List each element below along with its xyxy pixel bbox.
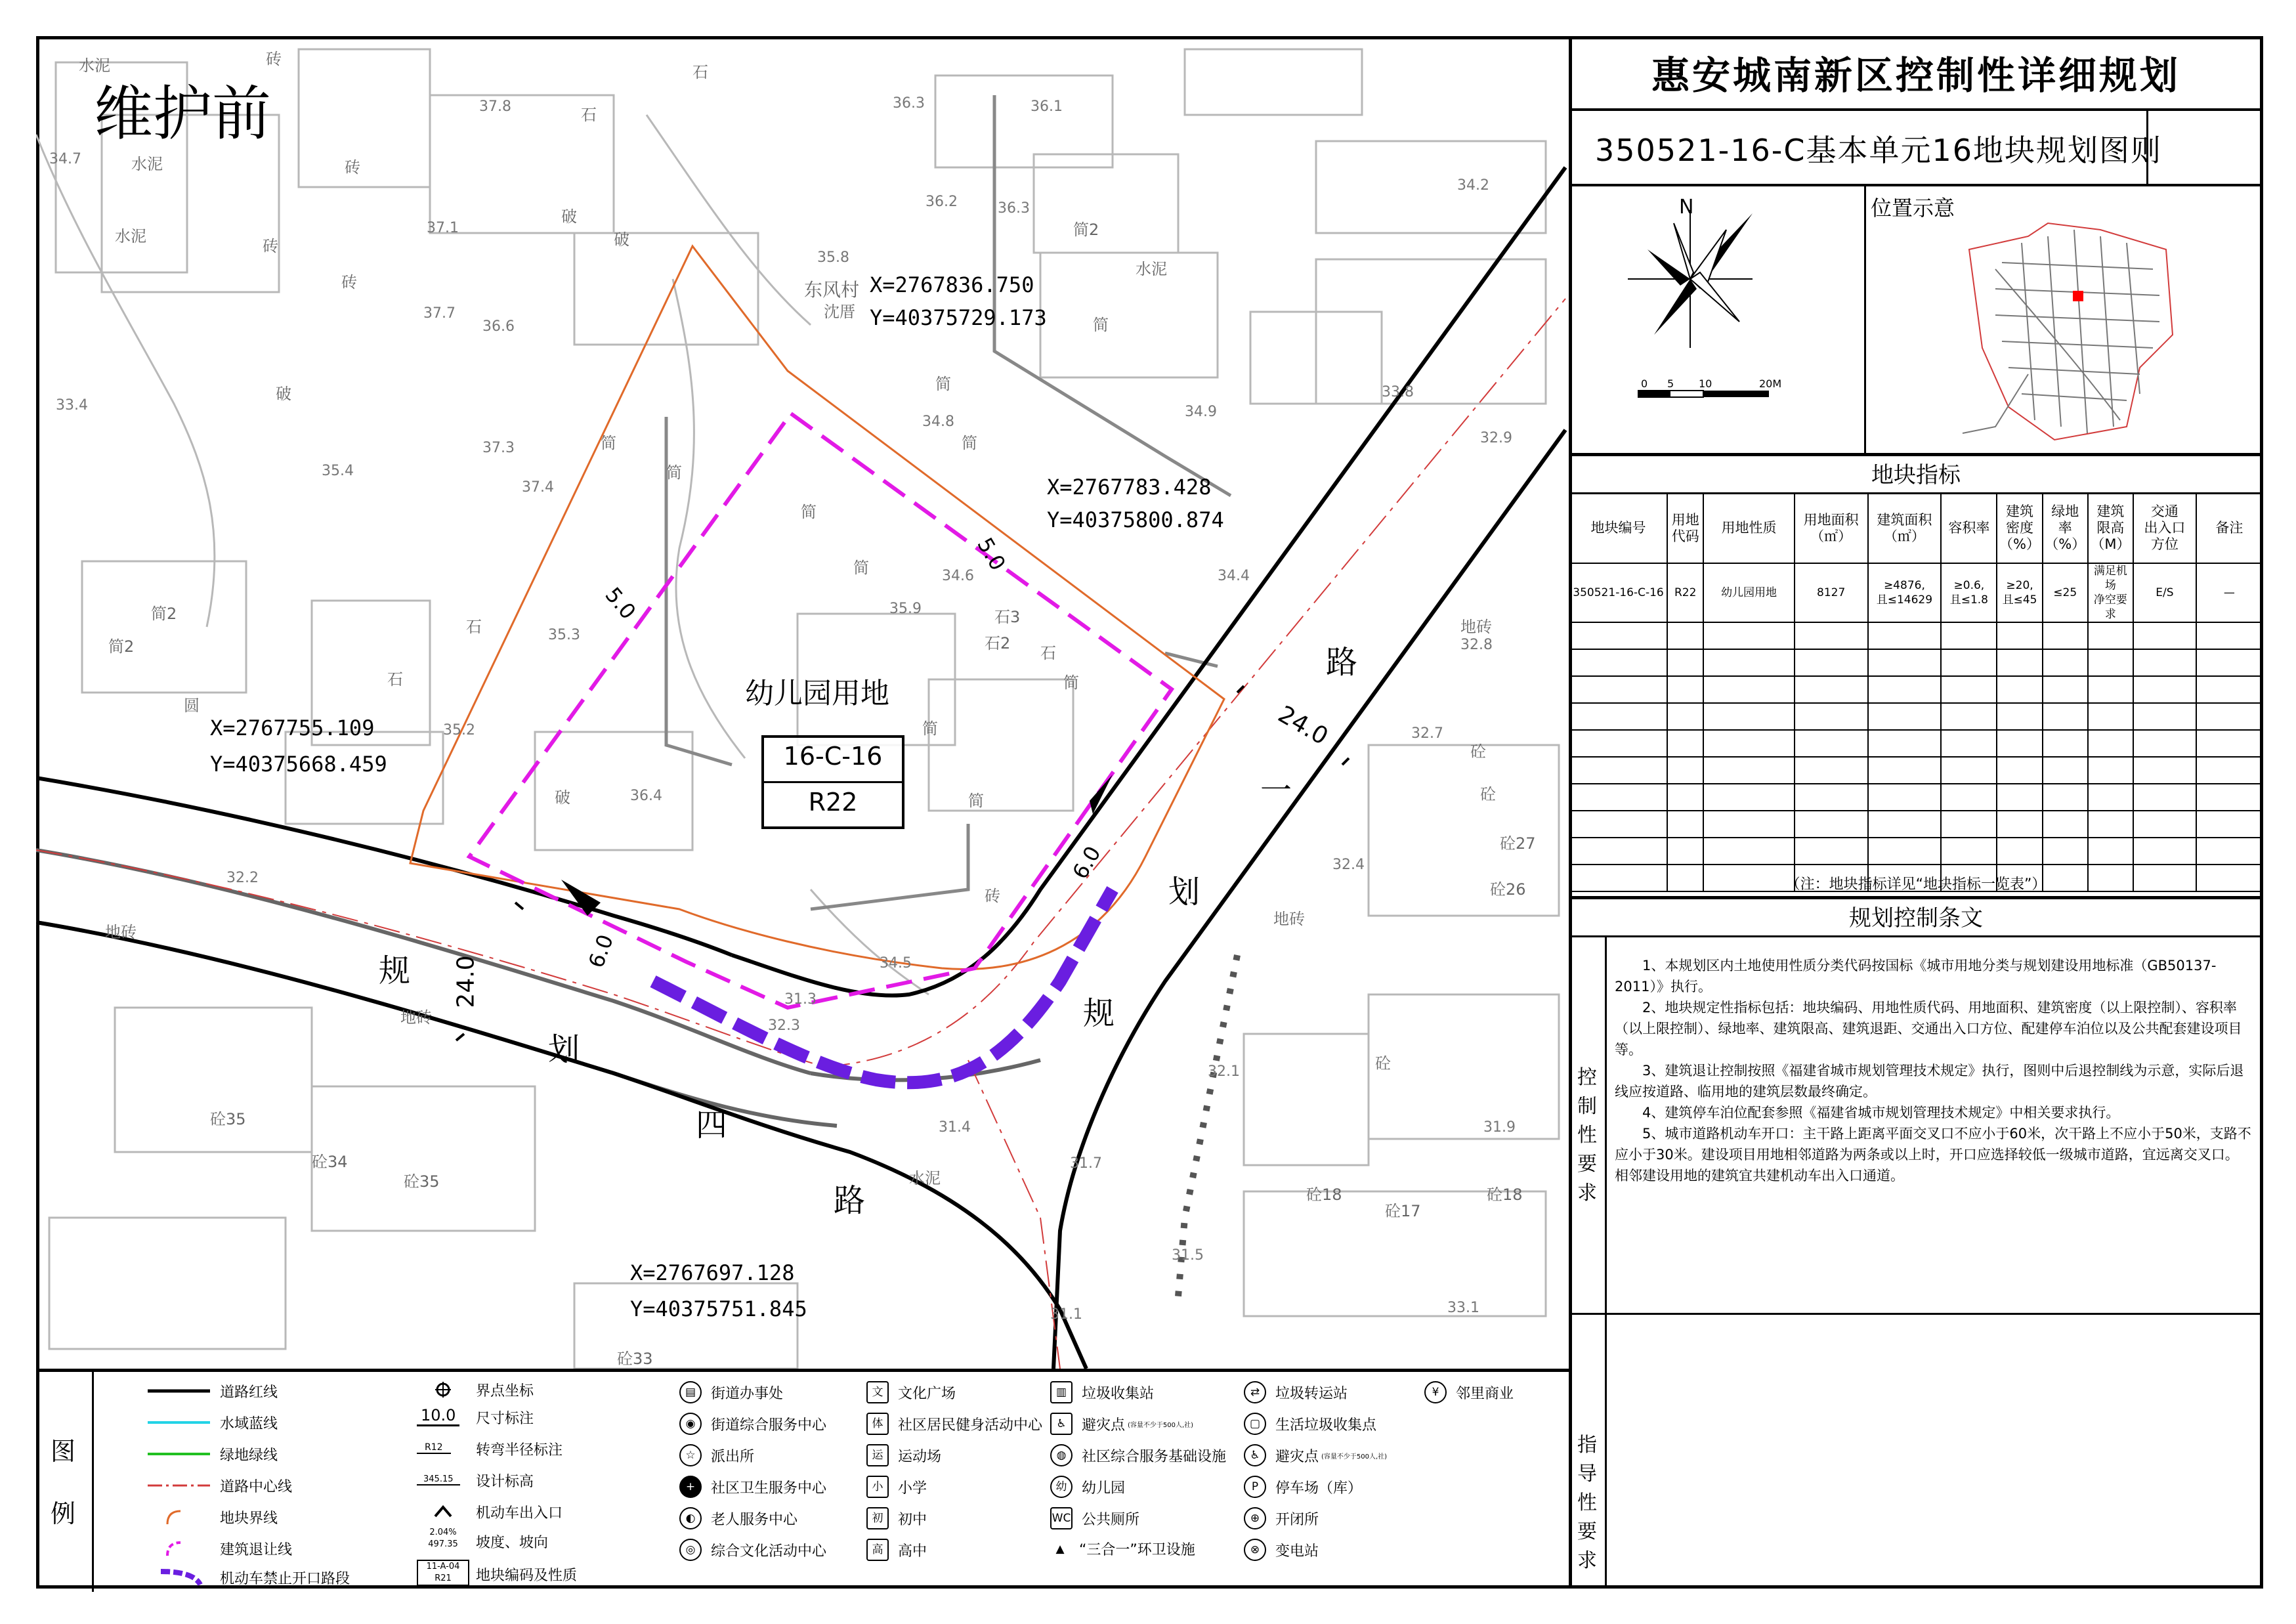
road-redline-icon: [148, 1380, 213, 1402]
slope-sample: 2.04% 497.35: [428, 1528, 458, 1549]
elev-12: 32.8: [1460, 637, 1493, 653]
map-label-cement-4: 水泥: [1136, 260, 1167, 278]
map-label-simple-5: 简: [968, 792, 984, 810]
legend-sports-field: 运 运动场: [866, 1444, 941, 1466]
boundary-point-icon: [417, 1378, 469, 1401]
map-area: [36, 36, 1569, 1369]
map-label-simple-2: 简: [853, 559, 869, 577]
legend-parcel-code: 11-A-04 R21 地块编码及性质: [417, 1560, 577, 1589]
header-height-limit: 建筑 限高 （M）: [2088, 493, 2133, 563]
map-label-brick-1: 砖: [266, 50, 282, 68]
map-label-c35-2: 砼35: [404, 1172, 440, 1191]
header-parcel-no: 地块编号: [1569, 493, 1667, 563]
map-label-simple-7: 简: [935, 375, 951, 393]
elev-30: 36.6: [482, 318, 515, 335]
elev-19: 31.5: [1172, 1247, 1204, 1264]
location-divider: [1864, 184, 1866, 453]
indicators-note: （注：地块指标详见“地块指标一览表”）: [1785, 876, 2047, 893]
elev-3: 36.1: [1031, 98, 1063, 115]
legend-elderly: ◐ 老人服务中心: [679, 1507, 797, 1529]
garbage-station-icon: ▥: [1050, 1381, 1073, 1403]
police-icon: ☆: [679, 1444, 702, 1466]
map-label-c18-2: 砼18: [1487, 1186, 1523, 1204]
elev-31: 37.1: [427, 220, 459, 236]
table-row: [1569, 676, 2263, 703]
map-label-stone3: 石3: [994, 608, 1021, 626]
map-label-c35-1: 砼35: [210, 1110, 246, 1128]
indicators-panel: [1569, 453, 2263, 899]
map-label-stone-1: 石: [692, 63, 708, 81]
legend-middle-school: 初 初中: [866, 1507, 927, 1529]
scale-bar-icon: [1638, 387, 1782, 407]
elev-21: 31.3: [784, 991, 817, 1008]
middle-school-icon: 初: [866, 1507, 889, 1529]
elev-32: 37.3: [482, 440, 515, 456]
elev-17: 31.9: [1483, 1119, 1516, 1136]
mandatory-label: 控制性要求: [1577, 1066, 1597, 1205]
primary-school-icon: 小: [866, 1476, 889, 1498]
elev-13: 32.7: [1411, 725, 1443, 742]
legend-public-toilet: WC 公共厕所: [1050, 1507, 1139, 1529]
village-label: 东风村: [804, 279, 860, 301]
legend-culture-center: ◎ 综合文化活动中心: [679, 1539, 826, 1561]
fitness-icon: 体: [866, 1413, 889, 1435]
map-label-simple2-2: 简2: [108, 637, 135, 656]
indicators-data-row: [1569, 563, 2263, 622]
road-one-char-2: 一: [1260, 772, 1292, 809]
switch-station-icon: ⊕: [1244, 1507, 1266, 1529]
legend-elevation: 345.15 设计标高: [417, 1469, 534, 1491]
elev-36: 34.4: [1218, 568, 1250, 584]
elev-34: 37.7: [423, 305, 456, 322]
legend-street-service: ◉ 街道综合服务中心: [679, 1413, 826, 1435]
map-label-simple-4: 简: [922, 719, 938, 738]
road-width-south: 24.0: [452, 955, 480, 1008]
drawing-subtitle: 350521-16-C基本单元16地块规划图则: [1595, 133, 2162, 168]
legend-kindergarten: 幼 幼儿园: [1050, 1476, 1125, 1498]
cell-height-limit: 满足机场 净空要求: [2088, 563, 2133, 622]
map-label-round: 圆: [184, 696, 200, 715]
map-label-stone2: 石2: [985, 634, 1011, 652]
header-density: 建筑 密度 （%）: [1997, 493, 2042, 563]
control-item-2: 2、地块规定性指标包括：地块编码、用地性质代码、用地面积、建筑密度（以上限控制）、容积率（以上限控制）、绿地率、建筑限高、建筑退距、交通出入口方位、配建停车泊位以及公共配套建设项目等。: [1615, 1000, 2242, 1058]
elev-22: 31.1: [1050, 1306, 1082, 1323]
elev-4: 36.2: [925, 194, 958, 210]
controls-text: [1615, 955, 2251, 1186]
road-four-char-3: 四: [696, 1107, 728, 1143]
setback-sw: 6.0: [583, 931, 619, 972]
neighborhood-commerce-icon: ¥: [1424, 1381, 1447, 1403]
legend-switch-station: ⊕ 开闭所: [1244, 1507, 1319, 1529]
parcel-line-icon: [148, 1506, 213, 1528]
header-floor-area: 建筑面积 （㎡）: [1868, 493, 1942, 563]
elev-14: 32.4: [1332, 857, 1365, 873]
map-label-floorbrick-1: 地砖: [105, 923, 137, 941]
parcel-boundary: [410, 246, 1224, 969]
legend-sanitation: ▲ “三合一”环卫设施: [1050, 1539, 1195, 1559]
header-land-area: 用地面积 （㎡）: [1795, 493, 1868, 563]
cell-land-area: 8127: [1795, 563, 1868, 622]
legend-green-line: 绿地绿线: [148, 1443, 278, 1465]
controls-divider: [1569, 1313, 2263, 1315]
controls-title: 规划控制条文: [1569, 896, 2263, 937]
legend-boundary-point: 界点坐标: [417, 1378, 534, 1401]
vehicle-entrance-icon: [417, 1501, 469, 1523]
garbage-point-icon: ▢: [1244, 1413, 1266, 1435]
header-land-nature: 用地性质: [1703, 493, 1794, 563]
elev-6: 35.8: [817, 249, 849, 266]
map-label-simple2-3: 简2: [1073, 221, 1099, 239]
legend-neighborhood-commerce: ¥ 邻里商业: [1424, 1381, 1514, 1403]
road-one-char-4: 规: [1083, 995, 1115, 1032]
elev-27: 35.3: [548, 627, 580, 643]
map-label-simple-10: 简: [666, 463, 682, 482]
map-label-brick-3: 砖: [263, 237, 278, 255]
map-label-broken-3: 破: [276, 385, 291, 403]
setback-nw: 5.0: [600, 582, 641, 624]
elev-20: 31.4: [939, 1119, 971, 1136]
coord-x-4: X=2767697.128: [630, 1260, 795, 1285]
map-label-brick-5: 砖: [985, 887, 1000, 905]
header-land-code: 用地 代码: [1667, 493, 1703, 563]
transfer-station-icon: ⇄: [1244, 1381, 1266, 1403]
map-label-floorbrick-4: 地砖: [1273, 910, 1305, 928]
table-row: [1569, 838, 2263, 865]
substation-icon: ⊗: [1244, 1539, 1266, 1561]
coord-x-3: X=2767755.109: [210, 716, 375, 740]
map-label-concrete-3: 砼: [1375, 1054, 1391, 1073]
map-label-stone-3: 石: [466, 618, 482, 636]
map-label-c33: 砼33: [617, 1350, 653, 1368]
elderly-icon: ◐: [679, 1507, 702, 1529]
legend-shelter-2: ♿ 避灾点 (容量不少于500人,社): [1244, 1444, 1387, 1466]
no-opening-icon: [148, 1566, 213, 1589]
elev-16: 32.1: [1208, 1063, 1240, 1080]
community-infra-icon: ◍: [1050, 1444, 1073, 1466]
header-green-ratio: 绿地 率 （%）: [2043, 493, 2088, 563]
elev-18: 31.7: [1070, 1155, 1102, 1172]
legend-slope: 2.04% 497.35 坡度、坡向: [417, 1527, 548, 1556]
elev-11: 32.9: [1480, 430, 1512, 446]
elev-39: 32.3: [768, 1017, 800, 1034]
green-line-icon: [148, 1443, 213, 1465]
drawing-subtitle-box: [1569, 108, 2263, 186]
indicators-header-row: [1569, 493, 2263, 563]
parcel-code-sample: 11-A-04 R21: [417, 1560, 469, 1586]
guidance-label: 指导性要求: [1577, 1434, 1597, 1572]
legend-vehicle-entrance: 机动车出入口: [417, 1501, 563, 1523]
legend-road-redline: 道路红线: [148, 1380, 278, 1402]
elev-38: 34.5: [880, 955, 912, 972]
cell-land-code: R22: [1667, 563, 1703, 622]
sanitation-icon: ▲: [1055, 1542, 1065, 1556]
coord-x-1: X=2767836.750: [870, 272, 1034, 297]
street-office-icon: ▤: [679, 1381, 702, 1403]
village-sub-label: 沈厝: [824, 303, 855, 321]
elev-8: 34.2: [1457, 177, 1489, 194]
road-one-char-3: 划: [1168, 874, 1201, 910]
control-item-5: 5、城市道路机动车开口：主干路上距离平面交叉口不应小于60米，次干路上不应小于50米，支路不应小于30米。建设项目用地相邻道路为两条或以上时，开口应选择较低一级城市道路，宜远离交叉口。相邻建设用地的建筑宜共建机动车出入口通道。: [1615, 1126, 2251, 1184]
map-label-broken-1: 破: [561, 207, 577, 226]
table-row: [1569, 811, 2263, 838]
cell-density: ≥20, 且≤45: [1997, 563, 2042, 622]
legend-water-line: 水域蓝线: [148, 1411, 278, 1434]
road-one-char-1: 路: [1326, 644, 1358, 681]
elev-29: 36.4: [630, 788, 662, 804]
culture-center-icon: ◎: [679, 1539, 702, 1561]
cell-parcel-no: 350521-16-C-16: [1569, 563, 1667, 622]
map-label-simple-1: 简: [801, 503, 817, 521]
legend-shelter-1: ♿ 避灾点 (容量不少于500人,社): [1050, 1413, 1193, 1435]
setback-ne: 5.0: [972, 533, 1011, 575]
legend-fitness: 体 社区居民健身活动中心: [866, 1413, 1042, 1435]
legend-community-infra: ◍ 社区综合服务基础设施: [1050, 1444, 1226, 1466]
header-access: 交通 出入口 方位: [2133, 493, 2196, 563]
table-row: [1569, 622, 2263, 649]
map-label-c26: 砼26: [1490, 880, 1526, 899]
elev-33: 37.4: [522, 479, 554, 496]
controls-side: [1569, 935, 1607, 1589]
table-row: [1569, 649, 2263, 676]
elev-5: 36.3: [998, 200, 1030, 217]
culture-square-icon: 文: [866, 1381, 889, 1403]
legend-head-1: 图: [51, 1437, 76, 1466]
map-label-simple2-1: 简2: [151, 605, 177, 623]
shelter-1-note: (容量不少于500人,社): [1128, 1421, 1194, 1429]
elev-7: 35.4: [322, 463, 354, 479]
centerline-icon: [148, 1474, 213, 1497]
legend-setback-line: 建筑退让线: [148, 1537, 292, 1560]
map-label-brick-2: 砖: [345, 158, 360, 177]
pre-maintenance-label: 维护前: [94, 79, 271, 148]
cell-access: E/S: [2133, 563, 2196, 622]
legend-culture-square: 文 文化广场: [866, 1381, 956, 1403]
cell-remark: —: [2196, 563, 2263, 622]
legend-dimension: 10.0 尺寸标注: [417, 1406, 534, 1428]
parking-icon: P: [1244, 1476, 1266, 1498]
elev-28: 35.2: [443, 722, 475, 738]
legend-street-office: ▤ 街道办事处: [679, 1381, 783, 1403]
header-remark: 备注: [2196, 493, 2263, 563]
radius-sample: R12: [417, 1442, 451, 1454]
no-opening-segment: [653, 889, 1113, 1082]
kindergarten-icon: 幼: [1050, 1476, 1073, 1498]
elev-37: 33.1: [1447, 1300, 1479, 1316]
legend-parking: P 停车场（库）: [1244, 1476, 1362, 1498]
map-label-cement-5: 水泥: [909, 1169, 941, 1187]
elev-9: 33.8: [1382, 384, 1414, 400]
drawing-title: 惠安城南新区控制性详细规划: [1569, 36, 2263, 111]
setback-line-icon: [148, 1537, 213, 1560]
coord-y-3: Y=40375668.459: [210, 752, 387, 777]
map-label-broken-4: 破: [555, 788, 570, 807]
road-four-char-2: 划: [548, 1031, 580, 1068]
map-label-broken-2: 破: [614, 230, 629, 249]
map-label-stone-5: 石: [1040, 644, 1056, 662]
scale-label-0: 0: [1641, 377, 1648, 390]
map-label-simple-3: 简: [1063, 673, 1079, 692]
sports-field-icon: 运: [866, 1444, 889, 1466]
location-title: 位置示意: [1871, 196, 1955, 221]
parcel-landuse-code: R22: [808, 788, 858, 817]
indicators-table: [1569, 492, 2263, 892]
indicators-title: 地块指标: [1569, 453, 2263, 494]
map-label-floorbrick-2: 地砖: [400, 1008, 432, 1027]
elev-15: 32.2: [226, 870, 259, 886]
shelter-icon: ♿: [1050, 1413, 1073, 1435]
map-label-c27: 砼27: [1500, 834, 1536, 853]
east-road-redline-east: [1053, 430, 1565, 1369]
location-marker: [2073, 291, 2083, 301]
coord-y-1: Y=40375729.173: [870, 305, 1047, 330]
control-item-3: 3、建筑退让控制按照《福建省城市规划管理技术规定》执行，图则中后退控制线为示意，实际后退线应按道路、临用地的建筑层数最终确定。: [1615, 1063, 2244, 1100]
map-label-stone-4: 石: [387, 670, 403, 689]
map-label-cement-2: 水泥: [131, 155, 163, 173]
coord-y-4: Y=40375751.845: [630, 1296, 807, 1321]
elev-25: 34.7: [49, 151, 81, 167]
map-label-brick-4: 砖: [341, 273, 357, 291]
road-width-east: 24.0: [1273, 700, 1333, 751]
table-row: [1569, 730, 2263, 757]
cell-green-ratio: ≤25: [2043, 563, 2088, 622]
road-four-char-1: 规: [379, 952, 411, 989]
north-label: N: [1679, 196, 1694, 219]
scale-label-5: 5: [1667, 377, 1674, 390]
elev-26: 34.6: [942, 568, 974, 584]
legend-garbage-station: ▥ 垃圾收集站: [1050, 1381, 1154, 1403]
map-label-concrete-2: 砼: [1480, 785, 1496, 803]
parcel-code: 16-C-16: [783, 742, 883, 771]
map-label-floorbrick-3: 地砖: [1460, 618, 1492, 636]
legend-head-2: 例: [51, 1499, 76, 1528]
parcel-code-box: [761, 735, 904, 829]
high-school-icon: 高: [866, 1539, 889, 1561]
shelter-2-note: (容量不少于500人,社): [1321, 1453, 1388, 1461]
water-line-icon: [148, 1411, 213, 1434]
cell-far: ≥0.6, 且≤1.8: [1941, 563, 1997, 622]
map-label-cement-1: 水泥: [79, 56, 110, 75]
north-arrow-icon: [1628, 210, 1753, 348]
setback-se: 6.0: [1067, 842, 1106, 884]
control-item-1: 1、本规划区内土地使用性质分类代码按国标《城市用地分类与规划建设用地标准（GB50137-2011）》执行。: [1615, 958, 2217, 994]
map-label-c17: 砼17: [1385, 1202, 1421, 1220]
legend-head: [36, 1372, 94, 1592]
table-row: [1569, 784, 2263, 811]
map-label-simple-8: 简: [962, 434, 977, 452]
scale-label-20: 20M: [1759, 377, 1782, 390]
map-label-c18-1: 砼18: [1306, 1186, 1342, 1204]
map-label-c34: 砼34: [312, 1153, 348, 1171]
elev-23: 34.9: [1185, 404, 1217, 420]
street-service-icon: ◉: [679, 1413, 702, 1435]
legend-substation: ⊗ 变电站: [1244, 1539, 1319, 1561]
elev-24: 34.8: [922, 414, 954, 430]
legend-parcel-line: 地块界线: [148, 1506, 278, 1528]
shelter-2-icon: ♿: [1244, 1444, 1266, 1466]
map-label-simple-6: 简: [1093, 316, 1109, 334]
legend-no-opening: 机动车禁止开口路段: [148, 1566, 350, 1589]
scale-label-10: 10: [1699, 377, 1712, 390]
controls-panel: [1569, 896, 2263, 1589]
dimension-sample: 10.0: [417, 1406, 459, 1426]
road-four-char-4: 路: [834, 1182, 866, 1219]
header-far: 容积率: [1941, 493, 1997, 563]
legend-primary-school: 小 小学: [866, 1476, 927, 1498]
health-icon: +: [679, 1476, 702, 1498]
map-label-concrete-1: 砼: [1470, 742, 1486, 761]
legend-health: + 社区卫生服务中心: [679, 1476, 826, 1498]
legend-police: ☆ 派出所: [679, 1444, 754, 1466]
map-label-cement-3: 水泥: [115, 227, 146, 246]
location-map-icon: [1956, 210, 2186, 446]
elev-1: 37.8: [479, 98, 511, 115]
map-label-stone-2: 石: [581, 106, 597, 124]
elevation-sample: 345.15: [417, 1474, 460, 1485]
legend-radius: R12 转弯半径标注: [417, 1438, 563, 1460]
coord-x-2: X=2767783.428: [1047, 475, 1212, 500]
control-item-4: 4、建筑停车泊位配套参照《福建省城市规划管理技术规定》中相关要求执行。: [1642, 1105, 2120, 1121]
table-row: [1569, 703, 2263, 730]
elev-2: 36.3: [893, 95, 925, 112]
elev-35: 35.9: [889, 601, 922, 617]
cell-land-nature: 幼儿园用地: [1703, 563, 1794, 622]
parcel-use-label: 幼儿园用地: [745, 677, 889, 710]
legend-panel: [36, 1369, 1569, 1592]
legend-high-school: 高 高中: [866, 1539, 927, 1561]
coord-y-2: Y=40375800.874: [1047, 507, 1224, 532]
cell-floor-area: ≥4876, 且≤14629: [1868, 563, 1942, 622]
elev-10: 33.4: [56, 397, 88, 414]
public-toilet-icon: WC: [1050, 1507, 1073, 1529]
map-label-simple-9: 简: [601, 434, 616, 452]
legend-transfer-station: ⇄ 垃圾转运站: [1244, 1381, 1348, 1403]
table-row: [1569, 757, 2263, 784]
location-panel: [1569, 184, 2263, 456]
legend-garbage-point: ▢ 生活垃圾收集点: [1244, 1413, 1376, 1435]
legend-centerline: 道路中心线: [148, 1474, 292, 1497]
